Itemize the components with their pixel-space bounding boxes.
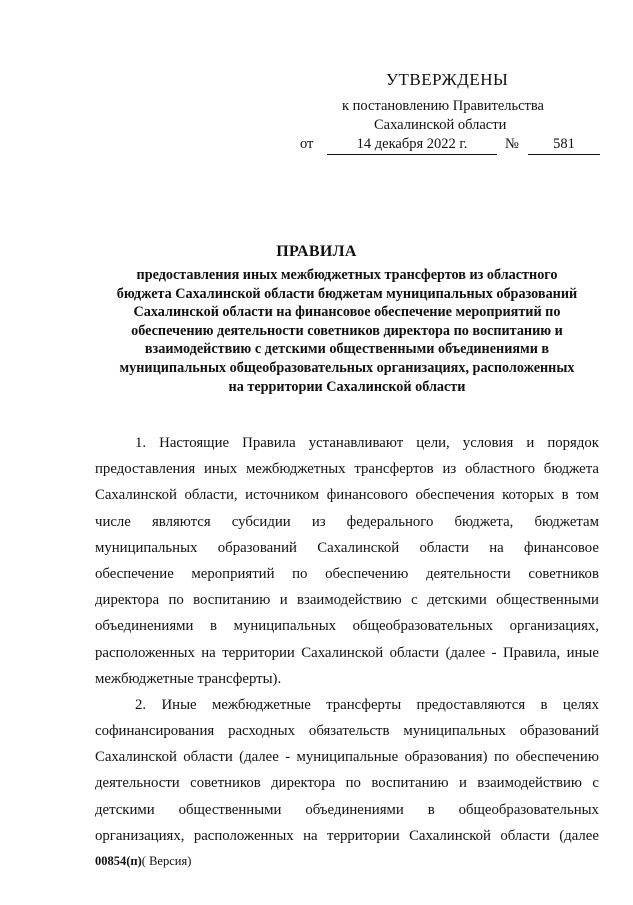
paragraph-line (95, 640, 599, 666)
word: объединениями (95, 618, 194, 635)
paragraph (95, 692, 599, 849)
subtitle-line: предоставления иных межбюджетных трансфертов из областного (136, 267, 558, 283)
word: директора (95, 592, 160, 609)
word: межбюджетные (211, 696, 311, 713)
word: порядок (547, 435, 599, 451)
word: на (303, 827, 318, 844)
paragraph-line (95, 456, 599, 482)
word: источником (245, 487, 320, 504)
document-title: ПРАВИЛА (276, 243, 357, 260)
subtitle-line: взаимодействию с детскими общественными объединениями в (144, 341, 550, 358)
from-label: от (300, 136, 314, 152)
word: Правила, (502, 644, 561, 661)
word: 1. (135, 435, 147, 451)
word: финансового (326, 487, 408, 504)
word: субсидии (231, 513, 291, 530)
paragraph-line (95, 430, 599, 456)
word: муниципальные (296, 749, 399, 766)
word: финансовое (524, 539, 599, 556)
word: области, (184, 487, 238, 504)
word: области (419, 539, 469, 556)
word: в (210, 618, 218, 635)
paragraph-line (95, 770, 599, 796)
approval-number: 581 (528, 136, 600, 155)
paragraph-line (95, 718, 599, 744)
word: общеобразовательных (352, 618, 493, 635)
word: общественными (496, 592, 599, 609)
word: межбюджетных (245, 461, 346, 478)
approval-title: УТВЕРЖДЕНЫ (386, 70, 509, 89)
word: организациях, (95, 827, 185, 844)
word: устанавливают (308, 435, 404, 451)
paragraph (95, 430, 599, 692)
line-text: межбюджетные трансферты). (95, 670, 282, 687)
word: обеспечение (95, 565, 174, 582)
word: и (458, 775, 467, 792)
word: директора (271, 775, 336, 792)
word: деятельности (426, 565, 511, 582)
paragraph-line (95, 823, 599, 849)
paragraph-line (95, 482, 599, 508)
word: муниципальных (233, 618, 337, 635)
word: иных (203, 461, 238, 478)
paragraph-line (95, 692, 599, 718)
word: том (576, 487, 599, 504)
word: которых (502, 487, 555, 504)
paragraph-line (95, 666, 599, 692)
word: Сахалинской (317, 539, 400, 556)
word: 2. (135, 696, 147, 713)
word: советников (528, 565, 599, 582)
approval-line-region: Сахалинской области (374, 117, 507, 133)
subtitle-line: Сахалинской области на финансовое обеспечение мероприятий по (133, 304, 561, 321)
word: общественными (178, 801, 282, 818)
word: числе (95, 513, 131, 530)
subtitle-line: бюджета Сахалинской области бюджетам муниципальных образований (116, 285, 578, 302)
word: обеспечению (515, 749, 599, 766)
word: Сахалинской (301, 644, 384, 661)
paragraph-line (95, 797, 599, 823)
word: области (500, 827, 550, 844)
approval-line-resolution: к постановлению Правительства (342, 98, 544, 114)
word: территории (327, 827, 400, 844)
word: по (345, 775, 361, 792)
word: детскими (95, 801, 155, 818)
word: целях (562, 696, 599, 713)
word: муниципальных (95, 539, 198, 556)
word: образования) (404, 749, 488, 766)
word: организациях, (509, 618, 599, 635)
word: трансферты (326, 696, 402, 713)
word: (далее (559, 827, 599, 844)
document-body (95, 430, 599, 849)
word: из (311, 513, 326, 530)
word: по (493, 749, 510, 766)
word: и (279, 592, 288, 609)
word: бюджета (543, 461, 599, 478)
word: обеспечению (325, 565, 409, 582)
paragraph-line (95, 509, 599, 535)
word: расходных (228, 723, 296, 740)
word: Иные (161, 696, 197, 713)
word: цели, (416, 435, 450, 451)
paragraph-line (95, 535, 599, 561)
word: - (285, 749, 291, 766)
word: воспитанию (371, 775, 449, 792)
word: с (411, 592, 418, 609)
word: трансфертов (354, 461, 434, 478)
paragraph-line (95, 744, 599, 770)
word: на (201, 644, 216, 661)
word: взаимодействию (477, 775, 582, 792)
word: предоставления (95, 461, 196, 478)
word: расположенных (95, 644, 195, 661)
paragraph-line (95, 561, 599, 587)
word: (далее (239, 749, 279, 766)
word: бюджета, (454, 513, 514, 530)
footer-doc-code: 00854(п) (95, 854, 142, 868)
subtitle-line: на территории Сахалинской области (228, 378, 466, 395)
word: с (592, 775, 599, 792)
approval-date-number-line (300, 136, 600, 156)
word: области (389, 644, 440, 661)
word: предоставляются (416, 696, 526, 713)
word: обязательств (308, 723, 390, 740)
document-subtitle (95, 266, 599, 396)
word: в (540, 696, 548, 713)
paragraph-line (95, 613, 599, 639)
word: в (561, 487, 569, 504)
word: взаимодействию (297, 592, 402, 609)
word: образований (519, 723, 599, 740)
word: общеобразовательных (458, 801, 599, 818)
word: воспитанию (193, 592, 271, 609)
subtitle-line: муниципальных общеобразовательных организациях, расположенных (119, 359, 575, 376)
word: в (427, 801, 435, 818)
word: деятельности (95, 775, 180, 792)
word: на (489, 539, 504, 556)
word: (далее (445, 644, 486, 661)
word: Настоящие (159, 435, 230, 451)
word: федерального (346, 513, 434, 530)
word: расположенных (193, 827, 294, 844)
word: из (442, 461, 457, 478)
approval-date: 14 декабря 2022 г. (327, 136, 497, 155)
word: обеспечения (415, 487, 495, 504)
word: муниципальных (403, 723, 506, 740)
word: детскими (427, 592, 487, 609)
word: являются (151, 513, 211, 530)
word: советников (190, 775, 261, 792)
subtitle-line: обеспечению деятельности советников директора по воспитанию и (131, 322, 563, 339)
word: иные (566, 644, 599, 661)
word: территории (222, 644, 295, 661)
word: Правила (242, 435, 296, 451)
word: области (183, 749, 233, 766)
word: объединениями (305, 801, 404, 818)
word: софинансирования (95, 723, 215, 740)
word: Сахалинской (95, 749, 177, 766)
word: условия (462, 435, 514, 451)
paragraph-line (95, 587, 599, 613)
word: областного (465, 461, 535, 478)
word: - (491, 644, 497, 661)
word: по (292, 565, 308, 582)
footer-code (95, 854, 191, 869)
footer-version: ( Версия) (141, 854, 192, 868)
word: бюджетам (534, 513, 599, 530)
word: мероприятий (191, 565, 275, 582)
word: и (526, 435, 535, 451)
word: по (168, 592, 184, 609)
word: Сахалинской (95, 487, 177, 504)
word: образований (217, 539, 297, 556)
number-label: № (505, 136, 519, 152)
word: Сахалинской (409, 827, 491, 844)
